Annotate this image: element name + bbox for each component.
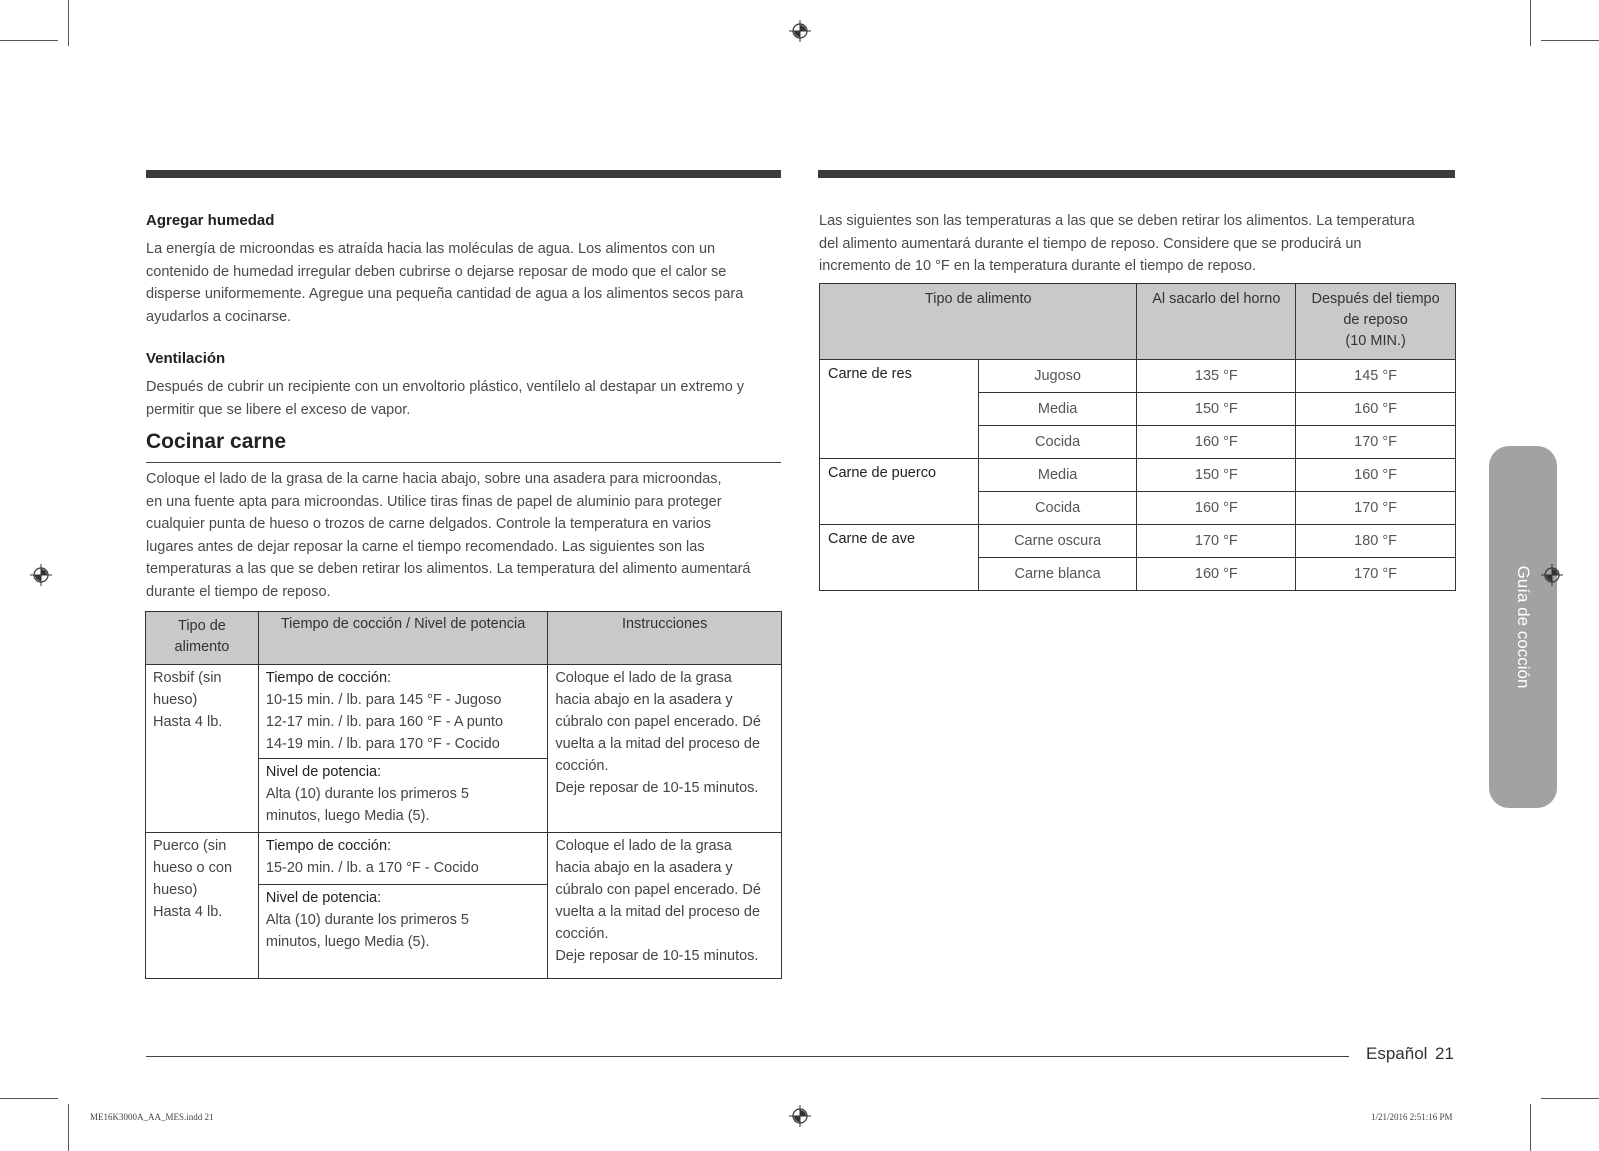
column-header: Tiempo de cocción / Nivel de potencia xyxy=(258,612,547,665)
crop-mark xyxy=(0,40,58,41)
removal-temp-cell: 160 °F xyxy=(1137,426,1296,459)
registration-mark-icon xyxy=(789,20,811,42)
section-title-cocinar-carne: Cocinar carne xyxy=(146,430,287,453)
paragraph-cocinar-carne: Coloque el lado de la grasa de la carne hacia abajo, sobre una asadera para microondas, en una fuente apta para microondas. Utilice tiras finas de papel de aluminio para proteger cualquier punta de hueso o trozos de carne delgados. Controle la temperatura en varios lugares antes de dejar reposar la carne el tiempo recomendado. Las siguientes son las temperaturas a las que se deben retirar los alimentos. La temperatura del alimento aumentará durante el tiempo de reposo. xyxy=(146,471,751,600)
section-divider xyxy=(146,462,781,463)
table-row xyxy=(820,360,1456,393)
doneness-cell: Media xyxy=(978,393,1137,426)
removal-temp-cell: 160 °F xyxy=(1137,492,1296,525)
instructions-cell: Coloque el lado de la grasa hacia abajo en la asadera y cúbralo con papel encerado. Dé vuelta a la mitad del proceso de cocción. Deje reposar de 10-15 minutos. xyxy=(548,665,782,833)
cooking-time-cell: Tiempo de cocción: 10-15 min. / lb. para 145 °F - Jugoso 12-17 min. / lb. para 160 °F - A punto 14-19 min. / lb. para 170 °F - Cocido xyxy=(258,665,547,759)
removal-temp-cell: 170 °F xyxy=(1137,525,1296,558)
footer-language: Español xyxy=(1366,1044,1428,1063)
crop-mark xyxy=(0,1098,58,1099)
rest-temp-cell: 160 °F xyxy=(1296,393,1456,426)
page-number: 21 xyxy=(1435,1044,1454,1063)
paragraph-ventilacion: Después de cubrir un recipiente con un envoltorio plástico, ventílelo al destapar un extremo y permitir que se libere el exceso de vapor. xyxy=(146,379,745,418)
rest-temp-cell: 180 °F xyxy=(1296,525,1456,558)
temperature-table xyxy=(819,283,1456,591)
left-column-rule xyxy=(146,170,781,178)
power-level-cell: Nivel de potencia: Alta (10) durante los primeros 5 minutos, luego Media (5). xyxy=(258,759,547,833)
crop-mark xyxy=(68,1104,69,1151)
table-row xyxy=(146,665,782,759)
food-cell: Puerco (sin hueso o con hueso) Hasta 4 lb. xyxy=(146,833,259,979)
registration-mark-icon xyxy=(30,564,52,586)
column-header: Después del tiempo de reposo (10 MIN.) xyxy=(1296,284,1456,360)
paragraph-temperatures-intro: Las siguientes son las temperaturas a las que se deben retirar los alimentos. La temperatura del alimento aumentará durante el tiempo de reposo. Considere que se producirá un incremento de 10 °F en la temperatura durante el tiempo de reposo. xyxy=(819,213,1415,274)
table-row xyxy=(146,833,782,885)
column-header: Instrucciones xyxy=(548,612,782,665)
crop-mark xyxy=(1541,40,1599,41)
cooking-time-cell: Tiempo de cocción: 15-20 min. / lb. a 170 °F - Cocido xyxy=(258,833,547,885)
crop-mark xyxy=(1530,0,1531,46)
rest-temp-cell: 160 °F xyxy=(1296,459,1456,492)
food-group-cell: Carne de res xyxy=(820,360,979,459)
crop-mark xyxy=(1541,1098,1599,1099)
registration-mark-icon xyxy=(789,1105,811,1127)
print-slug-filename: ME16K3000A_AA_MES.indd 21 xyxy=(90,1112,214,1122)
doneness-cell: Cocida xyxy=(978,426,1137,459)
cooking-time-table xyxy=(145,611,782,979)
crop-mark xyxy=(68,0,69,46)
rest-temp-cell: 170 °F xyxy=(1296,426,1456,459)
heading-agregar-humedad: Agregar humedad xyxy=(146,212,275,229)
doneness-cell: Carne blanca xyxy=(978,558,1137,591)
column-header: Tipo de alimento xyxy=(146,612,259,665)
removal-temp-cell: 160 °F xyxy=(1137,558,1296,591)
food-group-cell: Carne de puerco xyxy=(820,459,979,525)
column-header: Tipo de alimento xyxy=(820,284,1137,360)
crop-mark xyxy=(1530,1104,1531,1151)
footer-rule xyxy=(146,1056,1349,1057)
table-row xyxy=(820,525,1456,558)
rest-temp-cell: 145 °F xyxy=(1296,360,1456,393)
removal-temp-cell: 150 °F xyxy=(1137,459,1296,492)
doneness-cell: Carne oscura xyxy=(978,525,1137,558)
instructions-cell: Coloque el lado de la grasa hacia abajo en la asadera y cúbralo con papel encerado. Dé vuelta a la mitad del proceso de cocción. Deje reposar de 10-15 minutos. xyxy=(548,833,782,979)
rest-temp-cell: 170 °F xyxy=(1296,492,1456,525)
doneness-cell: Cocida xyxy=(978,492,1137,525)
food-group-cell: Carne de ave xyxy=(820,525,979,591)
removal-temp-cell: 135 °F xyxy=(1137,360,1296,393)
heading-ventilacion: Ventilación xyxy=(146,350,226,367)
chapter-side-tab-label: Guía de cocción xyxy=(1514,565,1533,689)
column-header: Al sacarlo del horno xyxy=(1137,284,1296,360)
table-header-row xyxy=(820,284,1456,360)
power-level-cell: Nivel de potencia: Alta (10) durante los primeros 5 minutos, luego Media (5). xyxy=(258,885,547,979)
table-row xyxy=(820,459,1456,492)
table-header-row xyxy=(146,612,782,665)
food-cell: Rosbif (sin hueso) Hasta 4 lb. xyxy=(146,665,259,833)
print-slug-timestamp: 1/21/2016 2:51:16 PM xyxy=(1371,1112,1453,1122)
registration-mark-icon xyxy=(1541,564,1563,586)
removal-temp-cell: 150 °F xyxy=(1137,393,1296,426)
paragraph-agregar-humedad: La energía de microondas es atraída hacia las moléculas de agua. Los alimentos con un contenido de humedad irregular deben cubrirse o dejarse reposar de modo que el calor se disperse uniformemente. Agregue una pequeña cantidad de agua a los alimentos secos para ayudarlos a cocinarse. xyxy=(146,241,744,325)
doneness-cell: Jugoso xyxy=(978,360,1137,393)
rest-temp-cell: 170 °F xyxy=(1296,558,1456,591)
doneness-cell: Media xyxy=(978,459,1137,492)
right-column-rule xyxy=(818,170,1455,178)
